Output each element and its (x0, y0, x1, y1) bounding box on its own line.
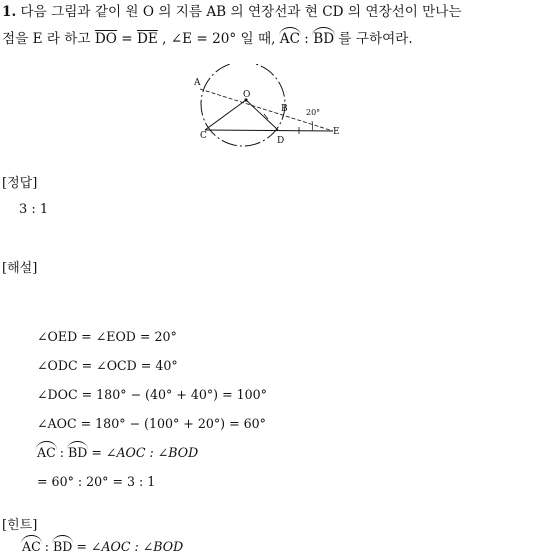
label-b: B (281, 104, 288, 114)
circle-figure (188, 64, 348, 156)
ratio-colon: : (299, 31, 314, 47)
solution-line-4: ∠AOC = 180° − (100° + 20°) = 60° (37, 416, 266, 431)
problem-number: 1. (2, 4, 17, 20)
label-a: A (194, 78, 201, 88)
label-d: D (277, 136, 285, 146)
solution-line-1: ∠OED = ∠EOD = 20° (37, 329, 177, 344)
problem-text-2a: 점을 E 라 하고 (2, 31, 95, 47)
solution-final-line: = 60° : 20° = 3 : 1 (37, 474, 156, 489)
hint-line (22, 541, 183, 554)
label-c: C (200, 131, 207, 141)
solution-ratio-rhs: = ∠AOC : ∠BOD (87, 445, 199, 460)
solution-arc-bd: BD (67, 445, 88, 460)
label-e: E (333, 127, 340, 137)
problem-line-2 (2, 33, 413, 47)
equals-sign: = (116, 31, 137, 47)
arc-ac: AC (279, 31, 300, 47)
problem-text-2c: 를 구하여라. (334, 31, 413, 47)
segment-od (246, 100, 278, 130)
angle-e-arc (312, 121, 313, 131)
circle-o (201, 64, 285, 146)
hint-arc-bd: BD (52, 539, 73, 554)
segment-de: $\overline{DE}$ (136, 31, 158, 47)
arc-bd: BD (313, 31, 335, 47)
solution-ratio-colon: : (55, 445, 68, 460)
hint-ratio-rhs: = ∠AOC : ∠BOD (72, 539, 184, 554)
problem-text-1: 다음 그림과 같이 원 O 의 지름 AB 의 연장선과 현 CD 의 연장선이 만나는 (20, 4, 462, 20)
segment-oc (205, 100, 246, 130)
answer-heading: [정답] (2, 176, 38, 191)
hint-ratio-colon: : (40, 539, 53, 554)
solution-arc-ac: AC (37, 445, 56, 460)
label-angle-20: 20° (306, 108, 321, 117)
solution-line-3: ∠DOC = 180° − (40° + 40°) = 100° (37, 387, 267, 402)
solution-ratio-line (37, 447, 198, 460)
problem-line-1 (2, 6, 462, 20)
hint-heading: [힌트] (2, 518, 38, 533)
hint-arc-ac: AC (22, 539, 41, 554)
label-o: O (243, 90, 251, 100)
solution-line-2: ∠ODC = ∠OCD = 40° (37, 358, 178, 373)
answer-value: 3 : 1 (19, 202, 49, 217)
segment-do: $\overline{DO}$ (94, 31, 117, 47)
problem-text-2b: , ∠E = 20° 일 때, (157, 31, 280, 47)
solution-heading: [해설] (2, 261, 38, 276)
line-cd-extended (205, 130, 333, 131)
